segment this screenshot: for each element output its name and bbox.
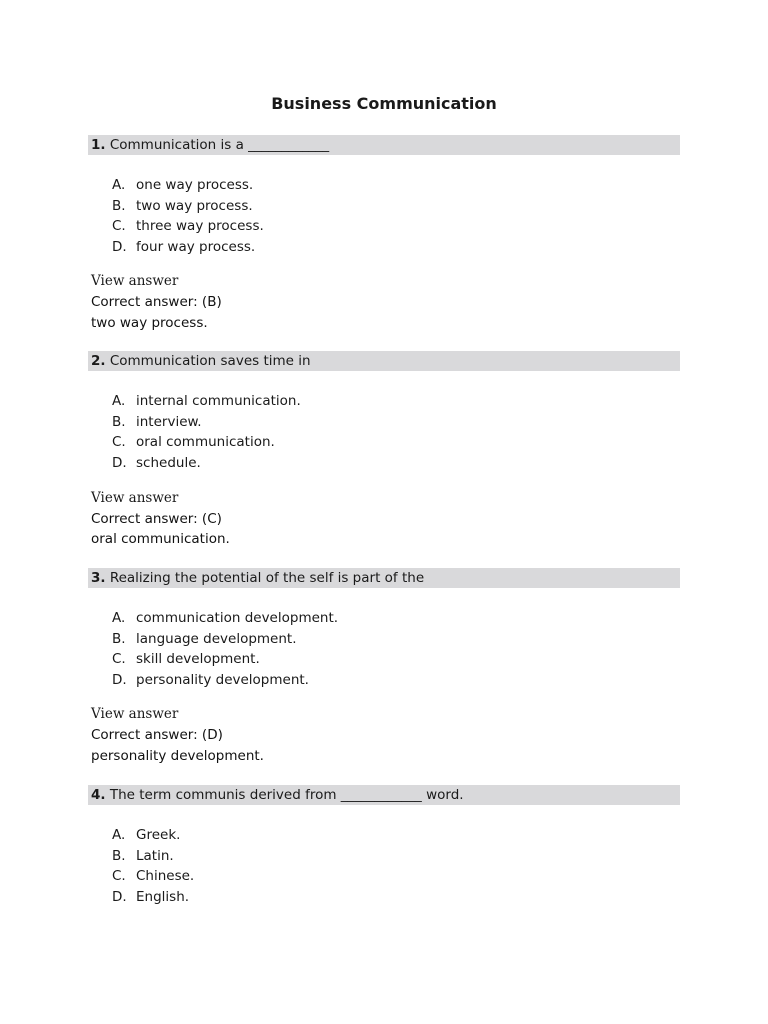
option-c[interactable] bbox=[112, 432, 301, 453]
option-text: language development. bbox=[136, 630, 297, 647]
option-letter: D. bbox=[112, 455, 127, 472]
question-text: Realizing the potential of the self is part of the bbox=[109, 570, 425, 586]
option-d[interactable] bbox=[112, 453, 301, 474]
option-b[interactable] bbox=[112, 629, 338, 650]
option-letter: A. bbox=[112, 393, 126, 409]
question-text: Communication saves time in bbox=[109, 353, 311, 369]
option-letter: B. bbox=[112, 197, 126, 214]
option-text: internal communication. bbox=[136, 393, 301, 409]
view-answer-link[interactable]: View answer bbox=[91, 490, 179, 506]
view-answer-link[interactable]: View answer bbox=[91, 706, 179, 722]
option-letter: D. bbox=[112, 672, 127, 689]
option-text: personality development. bbox=[136, 672, 309, 689]
option-c[interactable] bbox=[112, 649, 338, 670]
option-text: four way process. bbox=[136, 239, 256, 256]
option-letter: A. bbox=[112, 177, 126, 193]
option-letter: D. bbox=[112, 239, 127, 256]
option-text: Chinese. bbox=[136, 868, 195, 885]
correct-answer-text: two way process. bbox=[91, 315, 208, 331]
option-text: skill development. bbox=[136, 651, 260, 668]
option-c[interactable] bbox=[112, 866, 194, 887]
option-text: three way process. bbox=[136, 218, 264, 235]
question-bar bbox=[88, 568, 680, 588]
option-letter: B. bbox=[112, 630, 126, 647]
question-text: The term communis derived from ____________ word. bbox=[109, 787, 464, 803]
option-list bbox=[112, 825, 194, 908]
option-letter: C. bbox=[112, 434, 126, 451]
option-b[interactable] bbox=[112, 412, 301, 433]
option-text: one way process. bbox=[136, 177, 254, 193]
option-list bbox=[112, 391, 301, 474]
correct-answer-text: oral communication. bbox=[91, 531, 230, 547]
question-bar bbox=[88, 135, 680, 155]
view-answer-link[interactable]: View answer bbox=[91, 273, 179, 289]
option-c[interactable] bbox=[112, 216, 264, 237]
option-letter: B. bbox=[112, 847, 126, 864]
option-list bbox=[112, 608, 338, 691]
question-bar bbox=[88, 785, 680, 805]
correct-answer-text: personality development. bbox=[91, 748, 264, 764]
option-a[interactable] bbox=[112, 608, 338, 629]
option-text: communication development. bbox=[136, 610, 339, 626]
option-text: oral communication. bbox=[136, 434, 275, 451]
question-number: 3. bbox=[91, 570, 106, 586]
correct-answer-label: Correct answer: (C) bbox=[91, 511, 222, 527]
option-letter: A. bbox=[112, 610, 126, 626]
option-b[interactable] bbox=[112, 846, 194, 867]
option-b[interactable] bbox=[112, 196, 264, 217]
option-a[interactable] bbox=[112, 825, 194, 846]
option-text: schedule. bbox=[136, 455, 201, 472]
question-number: 2. bbox=[91, 353, 106, 369]
question-number: 4. bbox=[91, 787, 106, 803]
option-text: interview. bbox=[136, 413, 202, 430]
question-number: 1. bbox=[91, 137, 106, 153]
option-letter: B. bbox=[112, 413, 126, 430]
question-text: Communication is a ____________ bbox=[109, 137, 330, 153]
option-text: Latin. bbox=[136, 847, 174, 864]
option-d[interactable] bbox=[112, 237, 264, 258]
correct-answer-label: Correct answer: (D) bbox=[91, 727, 223, 743]
question-bar bbox=[88, 351, 680, 371]
option-letter: C. bbox=[112, 868, 126, 885]
page-title: Business Communication bbox=[271, 94, 497, 113]
option-a[interactable] bbox=[112, 391, 301, 412]
option-letter: D. bbox=[112, 889, 127, 906]
option-d[interactable] bbox=[112, 887, 194, 908]
option-letter: A. bbox=[112, 827, 126, 843]
option-a[interactable] bbox=[112, 175, 264, 196]
option-letter: C. bbox=[112, 218, 126, 235]
option-text: English. bbox=[136, 889, 190, 906]
option-d[interactable] bbox=[112, 670, 338, 691]
option-list bbox=[112, 175, 264, 258]
correct-answer-label: Correct answer: (B) bbox=[91, 294, 222, 310]
option-text: two way process. bbox=[136, 197, 253, 214]
option-letter: C. bbox=[112, 651, 126, 668]
option-text: Greek. bbox=[136, 827, 181, 843]
